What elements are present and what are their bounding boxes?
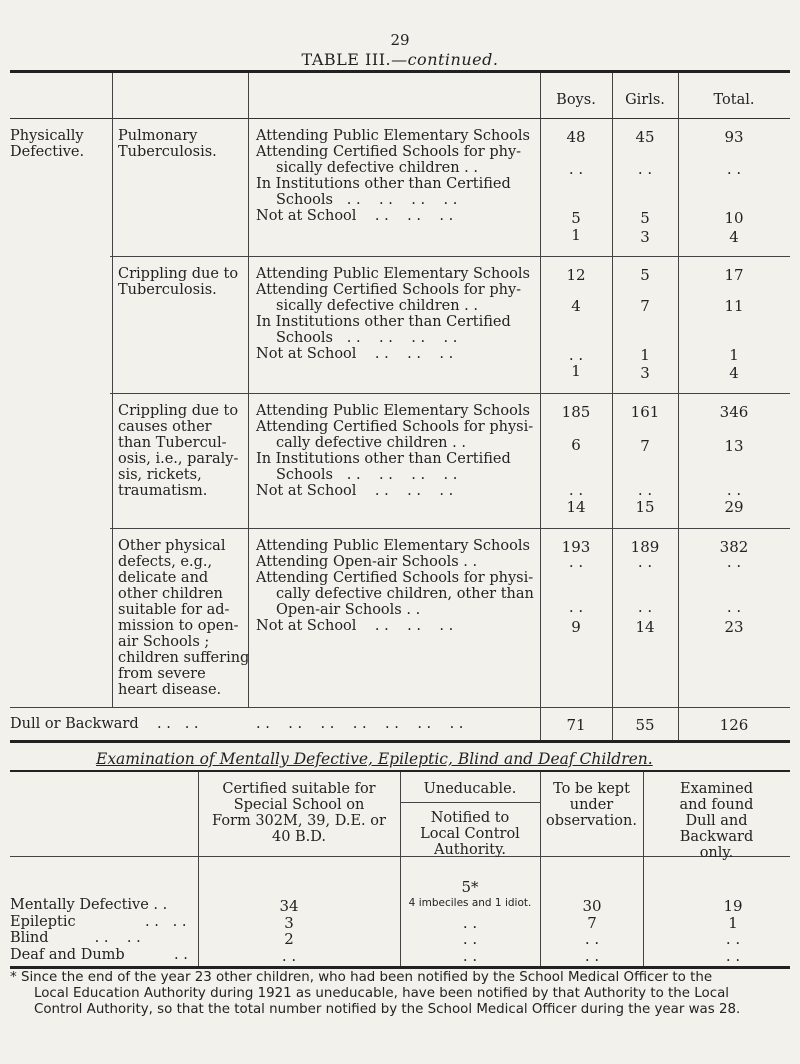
attendance-line: Schools . . . . . . . . — [276, 330, 458, 346]
value-cell: 189 — [630, 538, 660, 556]
value-cell: 45 — [635, 128, 655, 146]
attendance-line: sically defective children . . — [276, 160, 479, 176]
row-label: Mentally Defective . . — [10, 897, 168, 913]
subcategory-label — [118, 266, 238, 298]
attendance-line: sically defective children . . — [276, 298, 479, 314]
value-cell: 7 — [587, 914, 597, 932]
col-header-total: Total. — [713, 92, 755, 108]
value-cell: . . — [568, 346, 584, 364]
subcategory-line: Tuberculosis. — [118, 282, 217, 298]
table2-bottom-rule — [10, 966, 790, 969]
value-cell: 382 — [719, 538, 749, 556]
value-cell: . . — [726, 598, 742, 616]
attendance-line: Not at School . . . . . . — [256, 483, 454, 499]
attendance-line: Schools . . . . . . . . — [276, 192, 458, 208]
value-cell: 346 — [719, 403, 749, 421]
value-cell: . . — [462, 947, 478, 965]
attendance-lines — [256, 128, 530, 224]
subcategory-line: sis, rickets, — [118, 467, 202, 483]
value-cell: 1 — [640, 346, 650, 364]
group-divider — [10, 707, 790, 708]
subcategory-line: children suffering — [118, 650, 250, 666]
subcategory-line: air Schools ; — [118, 634, 210, 650]
header-line: 40 B.D. — [271, 829, 327, 845]
value-cell: 23 — [724, 618, 744, 636]
value-cell: 29 — [724, 498, 744, 516]
subcategory-line: Pulmonary — [118, 128, 198, 144]
attendance-lines — [256, 538, 534, 634]
value-cell: 7 — [640, 297, 650, 315]
value-cell: . . — [584, 947, 600, 965]
value-cell: 1 — [728, 914, 738, 932]
subcategory-line: traumatism. — [118, 483, 208, 499]
value-cell: 1 — [571, 362, 581, 380]
table-title-main: TABLE III. — [301, 50, 392, 69]
group-divider — [110, 393, 790, 394]
value-cell: . . — [726, 481, 742, 499]
value-cell: 7 — [640, 437, 650, 455]
header-line: and found — [679, 797, 754, 813]
attendance-line: In Institutions other than Certified — [256, 176, 511, 192]
observation-header — [540, 781, 643, 829]
value-cell: . . — [637, 553, 653, 571]
condition-line: Defective. — [10, 144, 85, 160]
subcategory-line: Tuberculosis. — [118, 144, 217, 160]
attendance-line: Attending Certified Schools for phy- — [256, 282, 522, 298]
header-line: Local Control — [420, 826, 520, 842]
value-cell: 3 — [284, 914, 294, 932]
value-cell: 4 — [729, 228, 739, 246]
table-title-suffix: —continued. — [391, 50, 499, 69]
value-cell: 185 — [561, 403, 591, 421]
attendance-line: cally defective children . . — [276, 435, 466, 451]
value-cell: 6 — [571, 436, 581, 454]
value-cell: . . — [725, 947, 741, 965]
footnote-line: * Since the end of the year 23 other children, who had been notified by the School Medical Officer to the — [10, 970, 713, 985]
attendance-line: Not at School . . . . . . — [256, 208, 454, 224]
subcategory-line: suitable for ad- — [118, 602, 230, 618]
col-header-girls: Girls. — [625, 92, 665, 108]
subcategory-line: Crippling due to — [118, 403, 239, 419]
header-line: under — [569, 797, 614, 813]
value-cell: 9 — [571, 618, 581, 636]
column-rule — [112, 73, 113, 707]
value-cell: . . — [462, 914, 478, 932]
subcategory-line: other children — [118, 586, 223, 602]
page-number: 29 — [390, 31, 410, 49]
value-cell: 5 — [640, 266, 650, 284]
subcategory-line: from severe — [118, 666, 206, 682]
value-cell: . . — [281, 947, 297, 965]
examined-header — [643, 781, 790, 861]
table1-header-rule — [10, 118, 790, 119]
uneducable-rule — [400, 802, 540, 803]
column-rule — [678, 73, 679, 740]
header-line: only. — [699, 845, 734, 861]
value-cell: 13 — [724, 437, 744, 455]
value-cell: 4 — [571, 297, 581, 315]
subcategory-label — [118, 128, 217, 160]
header-line: observation. — [546, 813, 637, 829]
notified-note: 4 imbeciles and 1 idiot. — [408, 897, 532, 909]
header-line: Dull and — [685, 813, 748, 829]
table1-bottom-rule — [10, 740, 790, 743]
certified-header — [198, 781, 400, 845]
footnote-line: Control Authority, so that the total number notified by the School Medical Officer during the year was 28. — [34, 1002, 741, 1017]
leader-dots: . . — [174, 947, 188, 963]
attendance-line: Attending Certified Schools for physi- — [256, 570, 534, 586]
column-rule — [540, 73, 541, 740]
value-cell: 126 — [719, 716, 749, 734]
value-cell: 17 — [724, 266, 744, 284]
value-cell: 3 — [640, 364, 650, 382]
leader-dots: . . . . . . . . . . . . . . — [256, 716, 464, 732]
subcategory-line: defects, e.g., — [118, 554, 213, 570]
value-cell: 5 — [640, 209, 650, 227]
subcategory-line: Crippling due to — [118, 266, 239, 282]
value-cell: . . — [568, 160, 584, 178]
header-line: Backward — [679, 829, 754, 845]
value-cell: 10 — [724, 209, 744, 227]
value-cell: . . — [637, 481, 653, 499]
value-cell: . . — [568, 598, 584, 616]
value-cell: 30 — [582, 897, 602, 915]
table-title — [0, 50, 800, 69]
row-label: Epileptic — [10, 914, 76, 930]
condition-line: Physically — [10, 128, 84, 144]
attendance-line: In Institutions other than Certified — [256, 451, 511, 467]
row-label: Deaf and Dumb — [10, 947, 125, 963]
attendance-line: Attending Certified Schools for phy- — [256, 144, 522, 160]
attendance-line: cally defective children, other than — [276, 586, 534, 602]
header-line: To be kept — [553, 781, 630, 797]
value-cell: . . — [462, 930, 478, 948]
header-line: Special School on — [233, 797, 365, 813]
footnote-line: Local Education Authority during 1921 as uneducable, have been notified by that Authority to the Local — [34, 986, 729, 1001]
attendance-lines — [256, 403, 533, 499]
subcategory-label — [118, 403, 238, 499]
condition-label — [10, 128, 84, 160]
header-line: Notified to — [430, 810, 510, 826]
group-divider — [110, 256, 790, 257]
subcategory-line: Other physical — [118, 538, 226, 554]
value-cell: . . — [637, 598, 653, 616]
value-cell: . . — [568, 553, 584, 571]
value-cell: 14 — [566, 498, 586, 516]
value-cell: 161 — [630, 403, 660, 421]
subcategory-line: causes other — [118, 419, 212, 435]
attendance-line: Not at School . . . . . . — [256, 346, 454, 362]
value-cell: 4 — [729, 364, 739, 382]
subcategory-line: than Tubercul- — [118, 435, 227, 451]
header-line: Form 302M, 39, D.E. or — [212, 813, 386, 829]
value-cell: . . — [726, 160, 742, 178]
notified-header — [400, 810, 540, 858]
value-cell: 19 — [723, 897, 743, 915]
uneducable-header: Uneducable. — [423, 781, 517, 797]
value-cell: 93 — [724, 128, 744, 146]
attendance-line: In Institutions other than Certified — [256, 314, 511, 330]
dull-backward-label: Dull or Backward . . . . — [10, 716, 199, 732]
value-cell: 193 — [561, 538, 591, 556]
row-label: Blind . . . . — [10, 930, 141, 946]
attendance-line: Not at School . . . . . . — [256, 618, 454, 634]
value-cell: . . — [726, 553, 742, 571]
attendance-line: Attending Public Elementary Schools — [256, 266, 530, 282]
header-line: Certified suitable for — [222, 781, 376, 797]
value-cell: 34 — [279, 897, 299, 915]
value-cell: 48 — [566, 128, 586, 146]
table1-top-rule — [10, 70, 790, 73]
section-title: Examination of Mentally Defective, Epileptic, Blind and Deaf Children. — [96, 750, 653, 768]
value-cell: 14 — [635, 618, 655, 636]
value-cell: 5* — [461, 878, 479, 896]
subcategory-label — [118, 538, 249, 698]
leader-dots: . . . . — [145, 914, 187, 930]
value-cell: 12 — [566, 266, 586, 284]
value-cell: . . — [584, 930, 600, 948]
value-cell: 11 — [724, 297, 744, 315]
value-cell: 1 — [729, 346, 739, 364]
attendance-line: Attending Open-air Schools . . — [256, 554, 478, 570]
attendance-lines — [256, 266, 530, 362]
attendance-line: Attending Public Elementary Schools — [256, 128, 530, 144]
header-line: Authority. — [434, 842, 506, 858]
subcategory-line: delicate and — [118, 570, 209, 586]
subcategory-line: heart disease. — [118, 682, 222, 698]
subcategory-line: osis, i.e., paraly- — [118, 451, 239, 467]
attendance-line: Attending Public Elementary Schools — [256, 538, 530, 554]
value-cell: 3 — [640, 228, 650, 246]
col-header-boys: Boys. — [556, 92, 596, 108]
value-cell: 55 — [635, 716, 655, 734]
attendance-line: Schools . . . . . . . . — [276, 467, 458, 483]
column-rule — [612, 73, 613, 740]
attendance-line: Attending Public Elementary Schools — [256, 403, 530, 419]
value-cell: . . — [725, 930, 741, 948]
group-divider — [110, 528, 790, 529]
value-cell: 2 — [284, 930, 294, 948]
value-cell: . . — [568, 481, 584, 499]
value-cell: . . — [637, 160, 653, 178]
attendance-line: Attending Certified Schools for physi- — [256, 419, 534, 435]
header-line: Examined — [680, 781, 753, 797]
value-cell: 1 — [571, 226, 581, 244]
subcategory-line: mission to open- — [118, 618, 239, 634]
value-cell: 15 — [635, 498, 655, 516]
value-cell: 71 — [566, 716, 586, 734]
attendance-line: Open-air Schools . . — [276, 602, 421, 618]
value-cell: 5 — [571, 209, 581, 227]
